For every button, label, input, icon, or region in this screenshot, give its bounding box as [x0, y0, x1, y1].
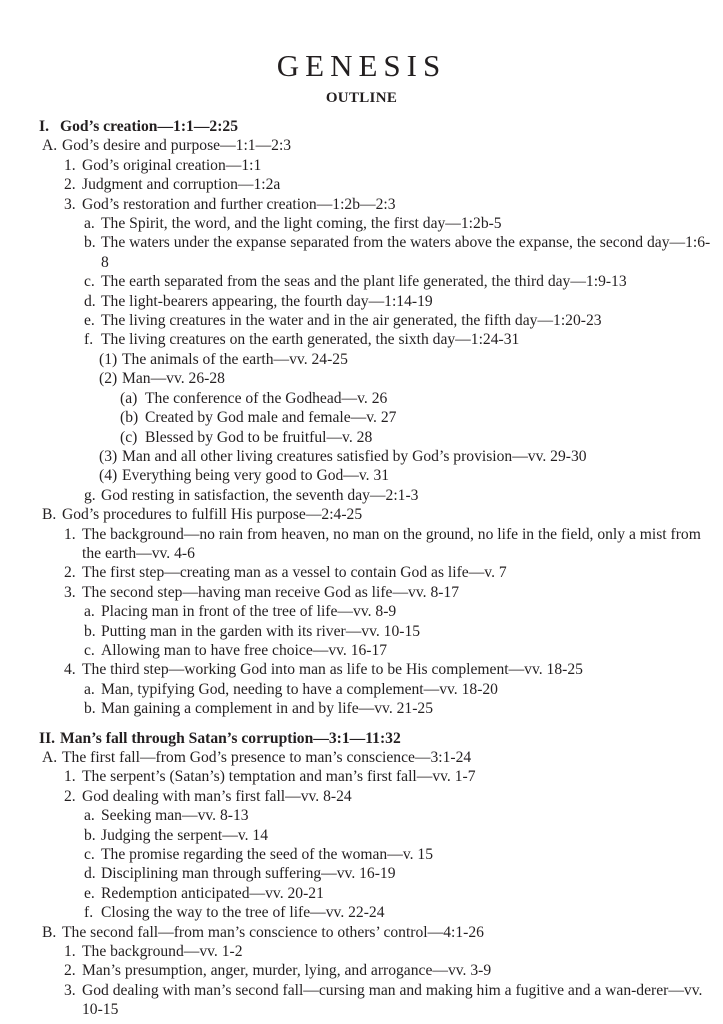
outline-item-text: Man, typifying God, needing to have a complement—vv. 18-20 — [101, 680, 498, 698]
outline-item — [0, 466, 723, 485]
outline-item-label: 2. — [64, 962, 76, 980]
outline-item-text: The first step—creating man as a vessel to contain God as life—v. 7 — [82, 564, 507, 582]
outline-item-text: The first fall—from God’s presence to man’s conscience—3:1-24 — [62, 749, 472, 766]
outline-item-label: B. — [42, 923, 57, 941]
outline-item — [0, 622, 723, 641]
outline-item-text: Man—vv. 26-28 — [122, 370, 225, 388]
outline-item-text: God resting in satisfaction, the seventh day—2:1-3 — [101, 486, 419, 504]
outline-item-label: (c) — [120, 428, 138, 446]
outline-item — [0, 942, 723, 961]
outline-list — [0, 117, 723, 1020]
outline-item-text: The living creatures on the earth generated, the sixth day—1:24-31 — [101, 331, 520, 349]
outline-item — [0, 505, 723, 524]
outline-item — [0, 292, 723, 311]
outline-item-label: d. — [84, 292, 96, 310]
outline-item-text: God’s restoration and further creation—1:2b—2:3 — [82, 195, 396, 213]
outline-item-label: (a) — [120, 389, 138, 407]
outline-item-text: Man’s fall through Satan’s corruption—3:1—11:32 — [60, 729, 401, 747]
outline-item-text: Everything being very good to God—v. 31 — [122, 467, 390, 485]
outline-item-text: Disciplining man through suffering—vv. 16-19 — [101, 865, 396, 883]
outline-heading: OUTLINE — [325, 90, 398, 106]
outline-item-text: God dealing with man’s first fall—vv. 8-24 — [82, 787, 352, 805]
outline-item-text: Man’s presumption, anger, murder, lying, and arrogance—vv. 3-9 — [82, 962, 492, 980]
outline-item — [0, 350, 723, 369]
outline-item-label: f. — [84, 331, 94, 349]
outline-item-label: a. — [84, 603, 95, 621]
outline-item-text: Man and all other living creatures satisfied by God’s provision—vv. 29-30 — [122, 447, 587, 465]
outline-item-text: God’s original creation—1:1 — [82, 156, 262, 174]
outline-item-label: c. — [84, 273, 95, 291]
book-title: GENESIS — [276, 48, 447, 83]
outline-item — [0, 447, 723, 466]
outline-item-text: Judging the serpent—v. 14 — [101, 826, 269, 844]
outline-item — [0, 389, 723, 408]
outline-item-label: b. — [84, 826, 96, 844]
outline-item — [0, 660, 723, 679]
outline-item-label: d. — [84, 865, 96, 883]
outline-item-label: (4) — [99, 467, 118, 485]
outline-item-label: c. — [84, 641, 95, 659]
outline-item — [0, 156, 723, 175]
outline-item-text: Putting man in the garden with its river—vv. 10-15 — [101, 622, 421, 640]
outline-item — [0, 680, 723, 699]
outline-item — [0, 748, 723, 767]
outline-item-label: f. — [84, 904, 94, 922]
outline-item-label: 3. — [64, 981, 76, 999]
outline-item — [0, 214, 723, 233]
outline-item-label: b. — [84, 622, 96, 640]
outline-item — [0, 583, 723, 602]
outline-item — [0, 175, 723, 194]
outline-item — [0, 486, 723, 505]
outline-item — [0, 864, 723, 883]
outline-item-text: The animals of the earth—vv. 24-25 — [122, 350, 348, 368]
outline-item — [0, 981, 723, 1020]
outline-item-text: Judgment and corruption—1:2a — [82, 176, 281, 194]
outline-item-label: B. — [42, 506, 57, 524]
outline-item-label: 1. — [64, 943, 76, 961]
outline-item-label: A. — [42, 749, 58, 766]
outline-item — [0, 195, 723, 214]
outline-item-text: Placing man in front of the tree of life—vv. 8-9 — [101, 603, 397, 621]
outline-item — [0, 408, 723, 427]
outline-item-label: b. — [84, 700, 96, 718]
outline-item-text: The earth separated from the seas and the plant life generated, the third day—1:9-13 — [101, 273, 627, 291]
outline-item-text: The third step—working God into man as life to be His complement—vv. 18-25 — [82, 661, 583, 679]
outline-item — [0, 136, 723, 155]
outline-item-label: a. — [84, 807, 95, 825]
outline-item-text: The living creatures in the water and in the air generated, the fifth day—1:20-23 — [101, 312, 602, 330]
outline-item — [0, 641, 723, 660]
outline-item-label: 3. — [64, 583, 76, 601]
outline-item — [0, 787, 723, 806]
outline-item — [0, 845, 723, 864]
outline-item — [0, 330, 723, 349]
outline-item — [0, 563, 723, 582]
outline-item-text: The light-bearers appearing, the fourth day—1:14-19 — [101, 292, 433, 310]
outline-item-text: Closing the way to the tree of life—vv. 22-24 — [101, 904, 385, 922]
outline-item-text: Allowing man to have free choice—vv. 16-17 — [101, 641, 388, 659]
outline-item-text: The serpent’s (Satan’s) temptation and man’s first fall—vv. 1-7 — [82, 768, 476, 786]
outline-item — [0, 884, 723, 903]
outline-item — [0, 233, 723, 272]
outline-item-label: e. — [84, 884, 95, 902]
outline-item-label: II. — [39, 729, 56, 747]
outline-item-label: 1. — [64, 525, 76, 543]
outline-item-label: 1. — [64, 156, 76, 174]
outline-item-text: The waters under the expanse separated from the waters above the expanse, the second day—1:6-8 — [101, 234, 711, 271]
outline-item — [0, 428, 723, 447]
outline-item-label: 1. — [64, 768, 76, 786]
outline-item — [0, 826, 723, 845]
outline-item-label: (1) — [99, 350, 118, 368]
outline-item-label: 2. — [64, 176, 76, 194]
outline-item-label: 2. — [64, 564, 76, 582]
outline-item-text: God’s desire and purpose—1:1—2:3 — [62, 137, 292, 155]
outline-item-label: I. — [39, 118, 49, 135]
outline-item-label: (3) — [99, 447, 118, 465]
outline-item-text: The conference of the Godhead—v. 26 — [145, 389, 388, 407]
outline-item-label: 2. — [64, 787, 76, 805]
outline-section — [0, 729, 723, 748]
outline-item-text: Seeking man—vv. 8-13 — [101, 807, 249, 825]
section-spacer — [0, 719, 723, 729]
outline-item-text: The Spirit, the word, and the light coming, the first day—1:2b-5 — [101, 215, 502, 233]
outline-item-text: God dealing with man’s second fall—cursing man and making him a fugitive and a wan-derer—vv. 10-15 — [82, 981, 703, 1019]
outline-item-text: Man gaining a complement in and by life—vv. 21-25 — [101, 700, 434, 718]
outline-item-label: b. — [84, 234, 96, 252]
outline-item-text: God’s creation—1:1—2:25 — [60, 118, 239, 135]
outline-item-label: a. — [84, 680, 95, 698]
outline-item-label: A. — [42, 137, 58, 155]
outline-item-text: The background—no rain from heaven, no man on the ground, no life in the field, only a mist from the earth—vv. 4-6 — [82, 525, 701, 562]
outline-item — [0, 903, 723, 922]
outline-item — [0, 699, 723, 718]
outline-item-text: God’s procedures to fulfill His purpose—2:4-25 — [62, 506, 363, 524]
outline-item-label: 4. — [64, 661, 76, 679]
outline-item-text: Redemption anticipated—vv. 20-21 — [101, 884, 324, 902]
outline-item — [0, 311, 723, 330]
outline-item-label: 3. — [64, 195, 76, 213]
outline-item-label: e. — [84, 312, 95, 330]
outline-item — [0, 806, 723, 825]
outline-item — [0, 525, 723, 564]
outline-item-label: (b) — [120, 409, 139, 427]
outline-section — [0, 117, 723, 136]
outline-item — [0, 923, 723, 942]
outline-item-label: g. — [84, 486, 96, 504]
outline-item-label: c. — [84, 846, 95, 864]
outline-item — [0, 272, 723, 291]
outline-item — [0, 767, 723, 786]
outline-item-text: The second step—having man receive God as life—vv. 8-17 — [82, 583, 460, 601]
outline-item — [0, 602, 723, 621]
outline-item — [0, 369, 723, 388]
outline-item-text: Created by God male and female—v. 27 — [145, 409, 397, 427]
outline-item — [0, 961, 723, 980]
outline-item-text: The second fall—from man’s conscience to others’ control—4:1-26 — [62, 923, 484, 941]
outline-item-text: Blessed by God to be fruitful—v. 28 — [145, 428, 373, 446]
outline-item-text: The background—vv. 1-2 — [82, 943, 243, 961]
outline-item-label: (2) — [99, 370, 118, 388]
outline-item-label: a. — [84, 215, 95, 233]
outline-item-text: The promise regarding the seed of the woman—v. 15 — [101, 846, 433, 864]
